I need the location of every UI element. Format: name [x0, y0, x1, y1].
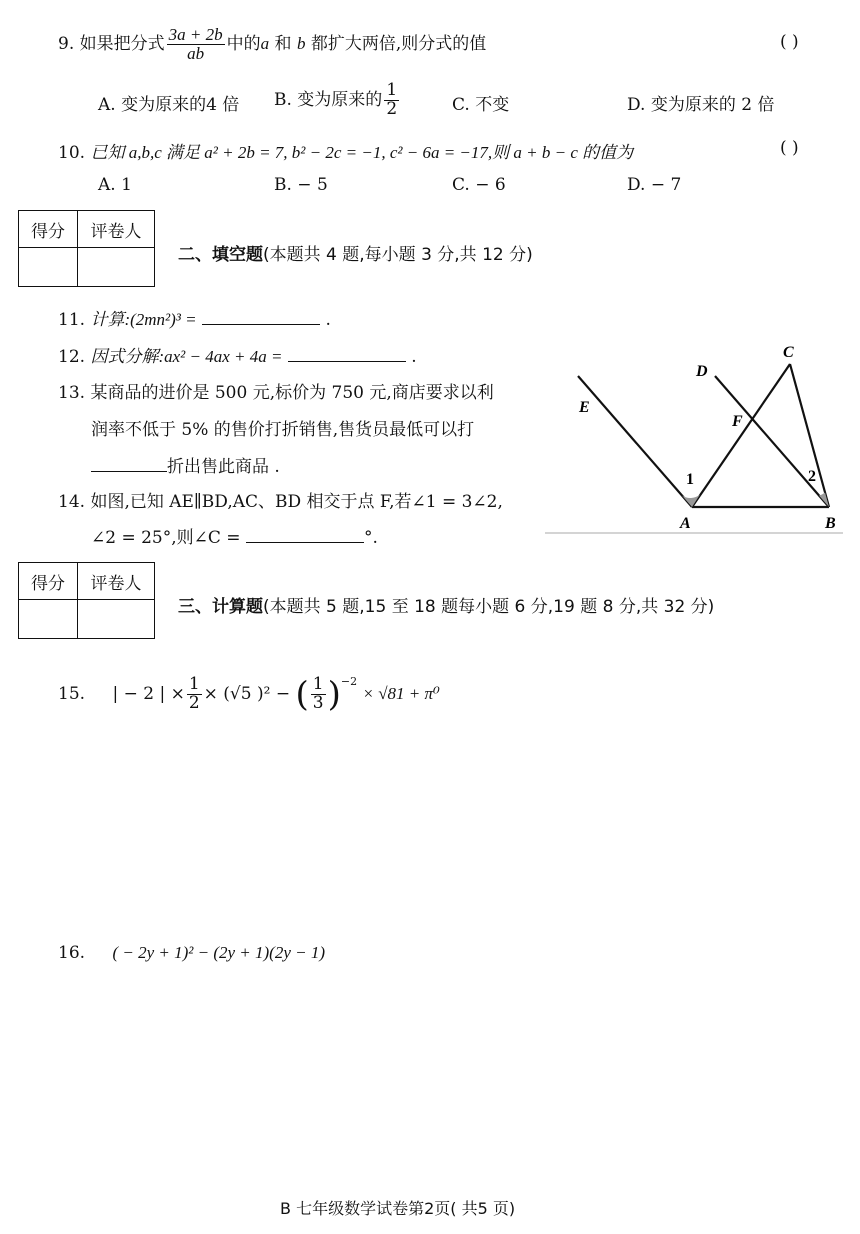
section3-title: 三、计算题: [178, 597, 263, 617]
q15-line: [58, 660, 440, 715]
q13-line1: [58, 378, 494, 403]
q16-number: 16.: [58, 943, 86, 963]
score-cell: [19, 248, 78, 287]
q9-var-a: a: [260, 34, 270, 53]
label-angle1: 1: [686, 471, 694, 488]
q15-third-den: 3: [312, 693, 324, 713]
q10-text: 已知 a,b,c 满足 a² + 2b = 7, b² − 2c = −1, c² − 6a = −17,则 a + b − c 的值为: [90, 143, 634, 162]
q16-text: ( − 2y + 1)² − (2y + 1)(2y − 1): [112, 943, 326, 962]
q11-number: 11.: [58, 310, 86, 330]
q11-end: .: [325, 310, 331, 330]
q9-option-b-den: 2: [386, 99, 398, 119]
label-b: B: [825, 515, 836, 532]
q10-option-c: C. − 6: [452, 175, 506, 195]
label-c: C: [783, 344, 794, 361]
q15-abs: | − 2 | ×: [112, 684, 185, 704]
q14-line2: [91, 523, 378, 548]
segment-ac: [692, 364, 790, 507]
q9-option-b-text: B. 变为原来的: [274, 90, 383, 110]
label-e: E: [579, 399, 590, 416]
q9-post: 中的: [226, 34, 261, 54]
q10-option-a: A. 1: [98, 175, 132, 195]
grader-header: 评卷人: [78, 563, 155, 600]
q15-exponent: −2: [340, 675, 358, 688]
q14-line1: [58, 487, 503, 512]
q15-part2: × (√5 )² −: [203, 684, 291, 704]
q14-text-line2: ∠2 = 25°,则∠C =: [91, 528, 241, 548]
q9-option-d: D. 变为原来的 2 倍: [627, 95, 775, 115]
q9-option-a: A. 变为原来的4 倍: [98, 95, 240, 115]
grader-cell: [78, 600, 155, 639]
q10-answer-bracket: ( ): [780, 138, 799, 158]
q15-right-paren: ): [327, 674, 341, 715]
q15-half-num: 1: [188, 674, 200, 695]
label-a: A: [680, 515, 691, 532]
q11-answer-blank[interactable]: [202, 310, 320, 325]
section2-heading: [178, 240, 533, 265]
q13-line3: [91, 452, 280, 477]
q13-text-line3: 折出售此商品 .: [167, 457, 280, 477]
q13-number: 13.: [58, 383, 86, 403]
grader-header: 评卷人: [78, 211, 155, 248]
section2-title: 二、填空题: [178, 245, 263, 265]
q14-text-line1: 如图,已知 AE∥BD,AC、BD 相交于点 F,若∠1 = 3∠2,: [90, 492, 503, 512]
q14-answer-blank[interactable]: [246, 528, 364, 543]
q11-text: 计算:(2mn²)³ =: [90, 310, 197, 329]
q14-end: °.: [363, 528, 378, 548]
q9-option-b-num: 1: [386, 80, 398, 101]
q9-fraction: [167, 26, 225, 63]
q15-third-num: 1: [312, 674, 324, 695]
q12-answer-blank[interactable]: [288, 347, 406, 362]
q9-frac-num: 3a + 2b: [168, 25, 223, 45]
q11-line: [58, 305, 331, 330]
q10-option-b: B. − 5: [274, 175, 328, 195]
q15-part3: × √81 + π⁰: [362, 684, 440, 703]
q15-left-paren: (: [295, 674, 309, 715]
q9-and: 和: [269, 34, 297, 54]
section3-heading: [178, 592, 714, 617]
score-cell: [19, 600, 78, 639]
section3-note: (本题共 5 题,15 至 18 题每小题 6 分,19 题 8 分,共 32 分): [263, 597, 715, 617]
q9-option-c: C. 不变: [452, 95, 510, 115]
q9-var-b: b: [296, 34, 306, 53]
q12-end: .: [411, 347, 417, 367]
q12-line: [58, 342, 417, 367]
q9-frac-den: ab: [187, 44, 205, 63]
q9-number: 9.: [58, 34, 75, 54]
q13-text-line2: 润率不低于 5% 的售价打折销售,售货员最低可以打: [91, 420, 475, 440]
q14-number: 14.: [58, 492, 86, 512]
q10-line: [58, 138, 633, 163]
q15-half-den: 2: [188, 693, 200, 713]
grader-cell: [78, 248, 155, 287]
q13-text-line1: 某商品的进价是 500 元,标价为 750 元,商店要求以利: [90, 383, 494, 403]
q9-option-b: [274, 80, 401, 120]
q15-number: 15.: [58, 684, 86, 704]
q9-pre: 如果把分式: [79, 34, 165, 54]
q12-text: 因式分解:ax² − 4ax + 4a =: [90, 347, 283, 366]
label-d: D: [696, 363, 708, 380]
q9-option-b-fraction: [384, 82, 399, 119]
q13-answer-blank[interactable]: [91, 457, 167, 472]
q16-line: [58, 943, 325, 963]
score-box-section3: [18, 562, 155, 639]
q15-third: [311, 676, 326, 713]
label-angle2: 2: [808, 468, 816, 485]
q9-line: [58, 24, 486, 64]
score-header: 得分: [19, 211, 78, 248]
section2-note: (本题共 4 题,每小题 3 分,共 12 分): [263, 245, 533, 265]
q10-number: 10.: [58, 143, 86, 163]
segment-ae: [578, 376, 692, 507]
q15-half: [187, 676, 202, 713]
q9-tail: 都扩大两倍,则分式的值: [305, 34, 487, 54]
score-box-section2: [18, 210, 155, 287]
score-header: 得分: [19, 563, 78, 600]
page-footer: B 七年级数学试卷第2页( 共5 页): [280, 1199, 516, 1218]
label-f: F: [732, 413, 743, 430]
geometry-figure: [545, 340, 845, 540]
q10-option-d: D. − 7: [627, 175, 682, 195]
q12-number: 12.: [58, 347, 86, 367]
q9-answer-bracket: ( ): [780, 32, 799, 52]
